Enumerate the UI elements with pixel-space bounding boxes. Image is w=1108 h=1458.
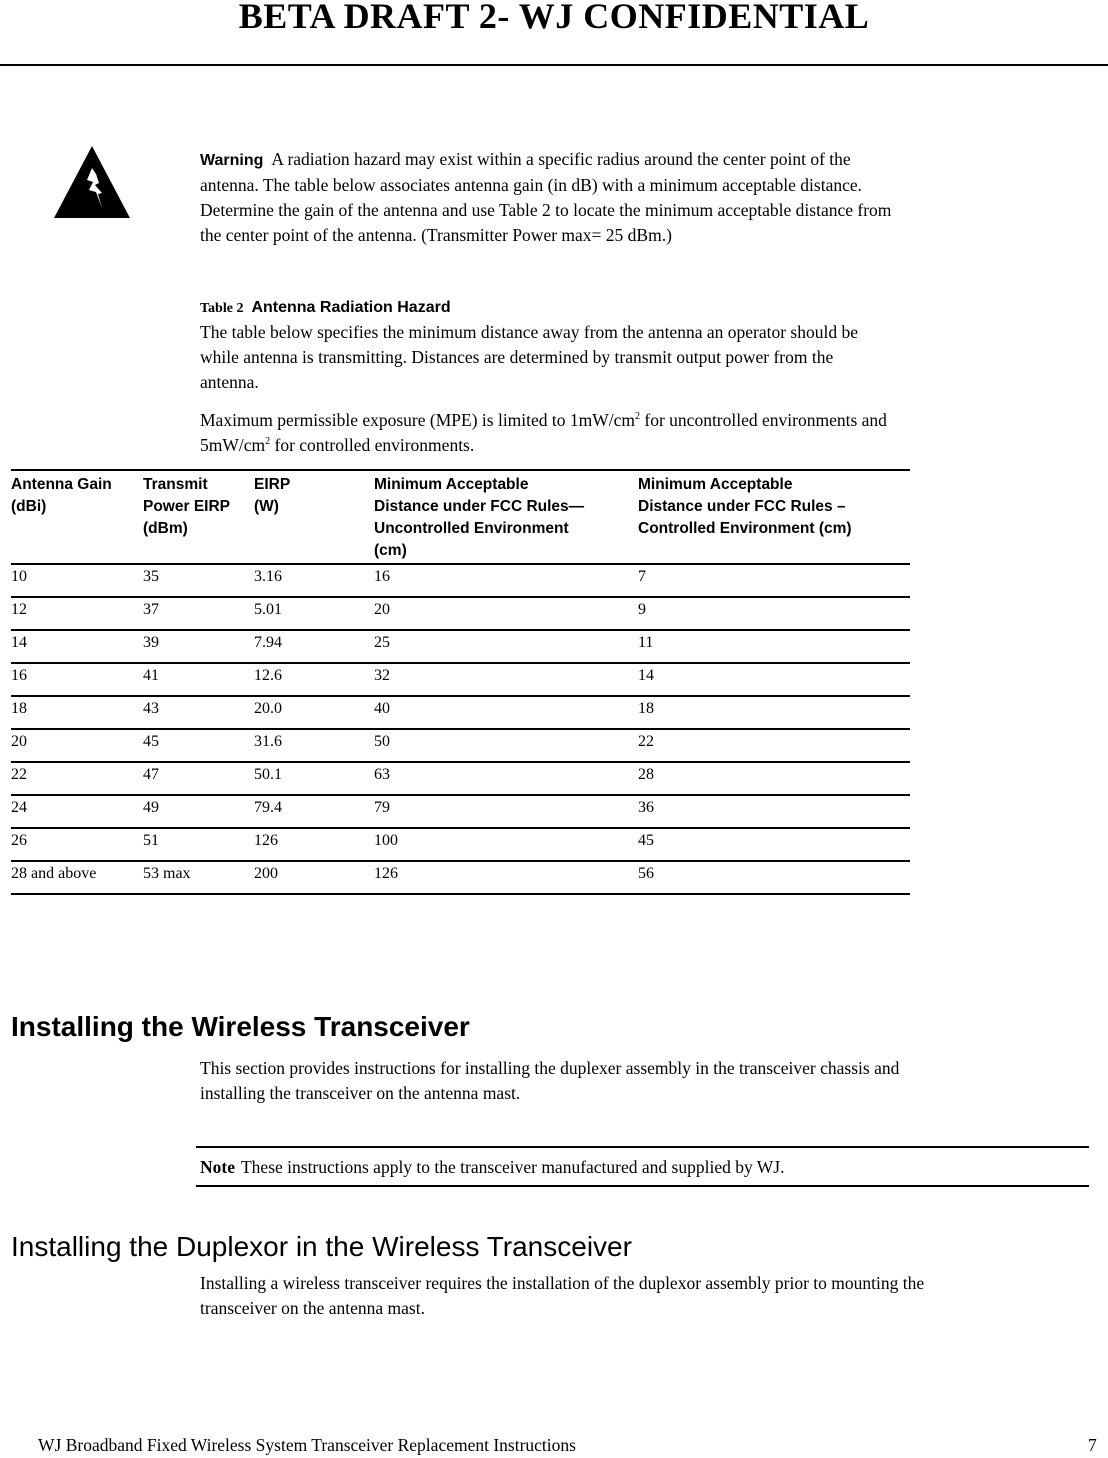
table-row <box>11 795 910 828</box>
cell-transmit-power: 53 max <box>143 861 254 894</box>
table-row <box>11 597 910 630</box>
cell-eirp: 31.6 <box>254 729 374 762</box>
page-number: 7 <box>1088 1435 1097 1455</box>
table-row <box>11 828 910 861</box>
cell-antenna-gain: 24 <box>11 795 143 828</box>
cell-antenna-gain: 18 <box>11 696 143 729</box>
cell-controlled-distance: 18 <box>638 696 910 729</box>
cell-antenna-gain: 14 <box>11 630 143 663</box>
table-caption <box>200 299 1040 317</box>
header-antenna-gain: Antenna Gain (dBi) <box>11 470 143 564</box>
cell-transmit-power: 45 <box>143 729 254 762</box>
cell-antenna-gain: 16 <box>11 663 143 696</box>
section-heading-install-transceiver: Installing the Wireless Transceiver <box>11 1011 470 1042</box>
footer-document-title: WJ Broadband Fixed Wireless System Transceiver Replacement Instructions <box>38 1435 576 1455</box>
cell-eirp: 200 <box>254 861 374 894</box>
cell-uncontrolled-distance: 40 <box>374 696 638 729</box>
cell-controlled-distance: 14 <box>638 663 910 696</box>
warning-label: Warning <box>200 152 264 169</box>
cell-uncontrolled-distance: 126 <box>374 861 638 894</box>
note-text: These instructions apply to the transceiver manufactured and supplied by WJ. <box>240 1157 785 1177</box>
cell-controlled-distance: 36 <box>638 795 910 828</box>
cell-uncontrolled-distance: 100 <box>374 828 638 861</box>
table-header-row <box>11 470 910 564</box>
header-divider <box>0 64 1108 66</box>
table-row <box>11 762 910 795</box>
table-row <box>11 696 910 729</box>
cell-controlled-distance: 28 <box>638 762 910 795</box>
cell-controlled-distance: 9 <box>638 597 910 630</box>
mpe-paragraph: Maximum permissible exposure (MPE) is limited to $1mW/cm^2$ for uncontrolled environments and $5mW/cm^2$ for controlled environments. <box>200 410 887 455</box>
cell-transmit-power: 37 <box>143 597 254 630</box>
table-row <box>11 861 910 894</box>
cell-antenna-gain: 12 <box>11 597 143 630</box>
cell-antenna-gain: 22 <box>11 762 143 795</box>
cell-antenna-gain: 20 <box>11 729 143 762</box>
warning-lightning-triangle-icon <box>52 144 132 220</box>
cell-controlled-distance: 11 <box>638 630 910 663</box>
header-transmit-power: Transmit Power EIRP (dBm) <box>143 470 254 564</box>
table-row <box>11 564 910 597</box>
cell-eirp: 5.01 <box>254 597 374 630</box>
header-controlled-distance: Minimum Acceptable Distance under FCC Rules – Controlled Environment (cm) <box>638 470 910 564</box>
cell-transmit-power: 49 <box>143 795 254 828</box>
section-heading-install-duplexor: Installing the Duplexor in the Wireless Transceiver <box>11 1231 632 1262</box>
cell-uncontrolled-distance: 50 <box>374 729 638 762</box>
cell-transmit-power: 39 <box>143 630 254 663</box>
cell-controlled-distance: 56 <box>638 861 910 894</box>
cell-transmit-power: 47 <box>143 762 254 795</box>
table-row <box>11 663 910 696</box>
note-box <box>196 1146 1089 1187</box>
table-title: Antenna Radiation Hazard <box>251 299 451 316</box>
header-uncontrolled-distance: Minimum Acceptable Distance under FCC Rules— Uncontrolled Environment (cm) <box>374 470 638 564</box>
table-number: Table 2 <box>200 301 244 316</box>
cell-transmit-power: 35 <box>143 564 254 597</box>
antenna-radiation-hazard-table <box>11 469 910 895</box>
cell-eirp: 7.94 <box>254 630 374 663</box>
note-label: Note <box>200 1157 235 1177</box>
cell-uncontrolled-distance: 25 <box>374 630 638 663</box>
table-row <box>11 630 910 663</box>
table-row <box>11 729 910 762</box>
cell-uncontrolled-distance: 20 <box>374 597 638 630</box>
cell-eirp: 79.4 <box>254 795 374 828</box>
cell-transmit-power: 51 <box>143 828 254 861</box>
cell-controlled-distance: 45 <box>638 828 910 861</box>
cell-controlled-distance: 22 <box>638 729 910 762</box>
cell-antenna-gain: 28 and above <box>11 861 143 894</box>
cell-eirp: 12.6 <box>254 663 374 696</box>
cell-uncontrolled-distance: 16 <box>374 564 638 597</box>
cell-transmit-power: 43 <box>143 696 254 729</box>
install-duplexor-paragraph: Installing a wireless transceiver requires the installation of the duplexor assembly prior to mounting the transceiver on the antenna mast. <box>200 1273 925 1318</box>
confidential-banner: BETA DRAFT 2- WJ CONFIDENTIAL <box>238 0 870 36</box>
cell-uncontrolled-distance: 32 <box>374 663 638 696</box>
cell-eirp: 20.0 <box>254 696 374 729</box>
cell-eirp: 3.16 <box>254 564 374 597</box>
header-eirp: EIRP (W) <box>254 470 374 564</box>
cell-controlled-distance: 7 <box>638 564 910 597</box>
cell-transmit-power: 41 <box>143 663 254 696</box>
install-transceiver-paragraph: This section provides instructions for installing the duplexer assembly in the transceiver chassis and installing the transceiver on the antenna mast. <box>200 1058 900 1103</box>
cell-uncontrolled-distance: 63 <box>374 762 638 795</box>
cell-eirp: 50.1 <box>254 762 374 795</box>
warning-paragraph: Warning A radiation hazard may exist within a specific radius around the center point of the antenna. The table below associates antenna gain (in dB) with a minimum acceptable distance. Determine the gain of the antenna and use Table 2 to locate the minimum acceptable distance from the center point of the antenna. (Transmitter Power max= 25 dBm.) <box>200 149 892 245</box>
cell-uncontrolled-distance: 79 <box>374 795 638 828</box>
table-description: The table below specifies the minimum distance away from the antenna an operator should be while antenna is transmitting. Distances are determined by transmit output power from the antenna. <box>200 322 858 392</box>
cell-antenna-gain: 26 <box>11 828 143 861</box>
cell-eirp: 126 <box>254 828 374 861</box>
cell-antenna-gain: 10 <box>11 564 143 597</box>
